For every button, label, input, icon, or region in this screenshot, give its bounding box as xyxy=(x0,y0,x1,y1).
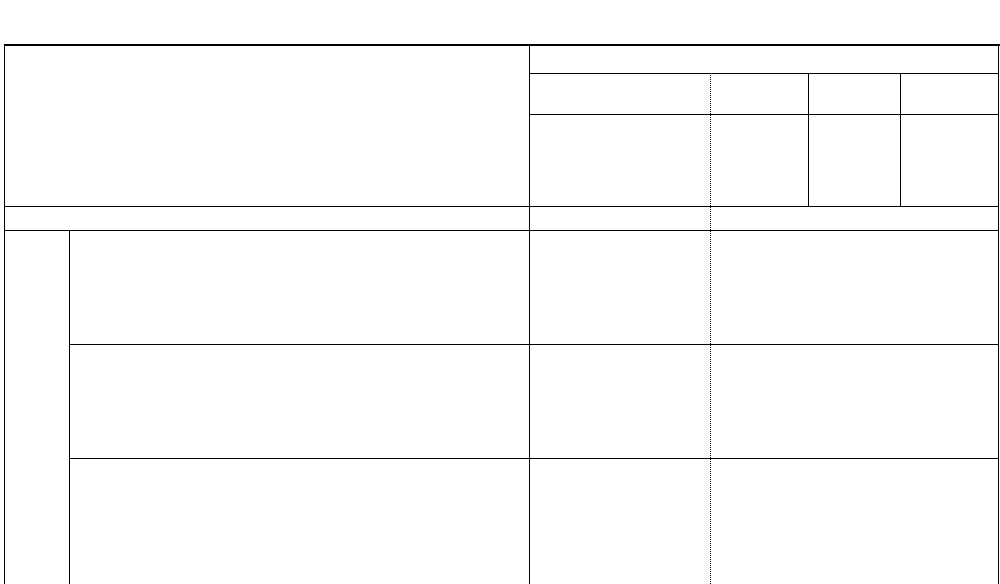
lavori-column-right-border xyxy=(808,73,809,206)
header-bottom-border xyxy=(529,114,999,115)
table-top-border xyxy=(4,44,1000,46)
dicui-column-right-border xyxy=(69,231,70,584)
region-divider xyxy=(529,73,999,74)
table-left-border xyxy=(4,44,5,584)
edifici-column-right-border xyxy=(900,73,901,206)
section-divider-1 xyxy=(69,344,999,345)
value-column-right-border xyxy=(710,73,711,584)
section-divider-2 xyxy=(69,458,999,459)
detrazioni-bottom-border xyxy=(4,230,999,231)
value-column-left-border xyxy=(529,44,530,584)
table-right-border xyxy=(998,44,999,584)
detrazioni-top-border xyxy=(4,206,999,207)
